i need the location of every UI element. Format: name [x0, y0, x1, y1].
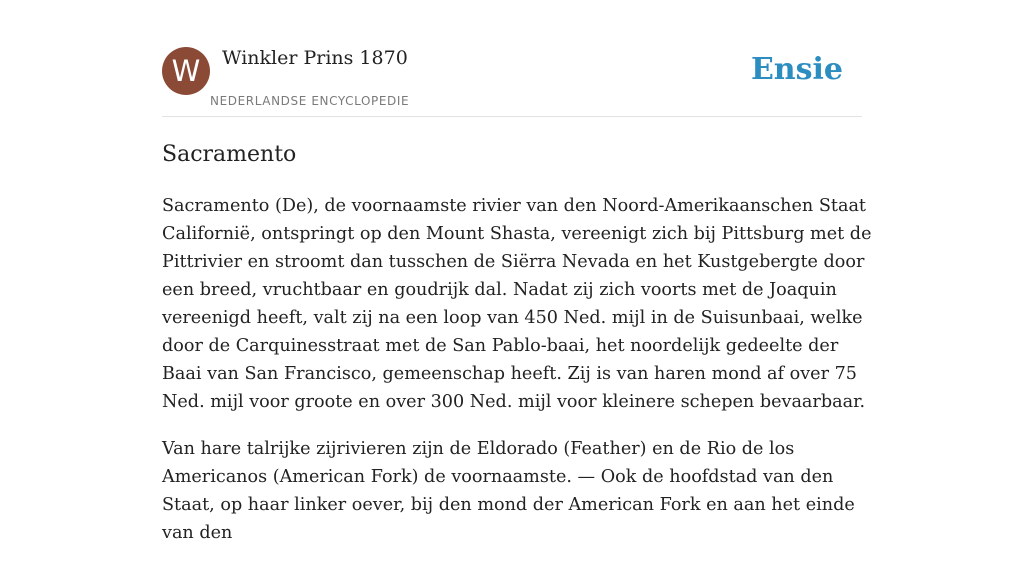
article-paragraph: Van hare talrijke zijrivieren zijn de Eldorado (Feather) en de Rio de los Americanos (American Fork) de voornaamste. — Ook de hoofdstad van den Staat, op haar linker oever, bij den mond der American Fork en aan het einde van den: [162, 439, 855, 543]
article-title: Sacramento: [162, 142, 297, 167]
article-body: [162, 192, 882, 566]
source-subtitle: NEDERLANDSE ENCYCLOPEDIE: [210, 94, 410, 108]
article-paragraph: Sacramento (De), de voornaamste rivier van den Noord-Amerikaanschen Staat Californië, ontspringt op den Mount Shasta, vereenigt zich bij Pittsburg met de Pittrivier en stroomt dan tusschen de Siërra Nevada en het Kustgebergte door een breed, vruchtbaar en goudrijk dal. Nadat zij zich voorts met de Joaquin vereenigd heeft, valt zij na een loop van 450 Ned. mijl in de Suisunbaai, welke door de Carquinesstraat met de San Pablo-baai, het noordelijk gedeelte der Baai van San Francisco, gemeenschap heeft. Zij is van haren mond af over 75 Ned. mijl voor groote en over 300 Ned. mijl voor kleinere schepen bevaarbaar.: [162, 196, 872, 412]
source-avatar[interactable]: W: [162, 47, 210, 95]
ensie-logo-link[interactable]: Ensie: [750, 52, 843, 87]
header: [162, 46, 862, 117]
source-title[interactable]: Winkler Prins 1870: [222, 47, 408, 69]
